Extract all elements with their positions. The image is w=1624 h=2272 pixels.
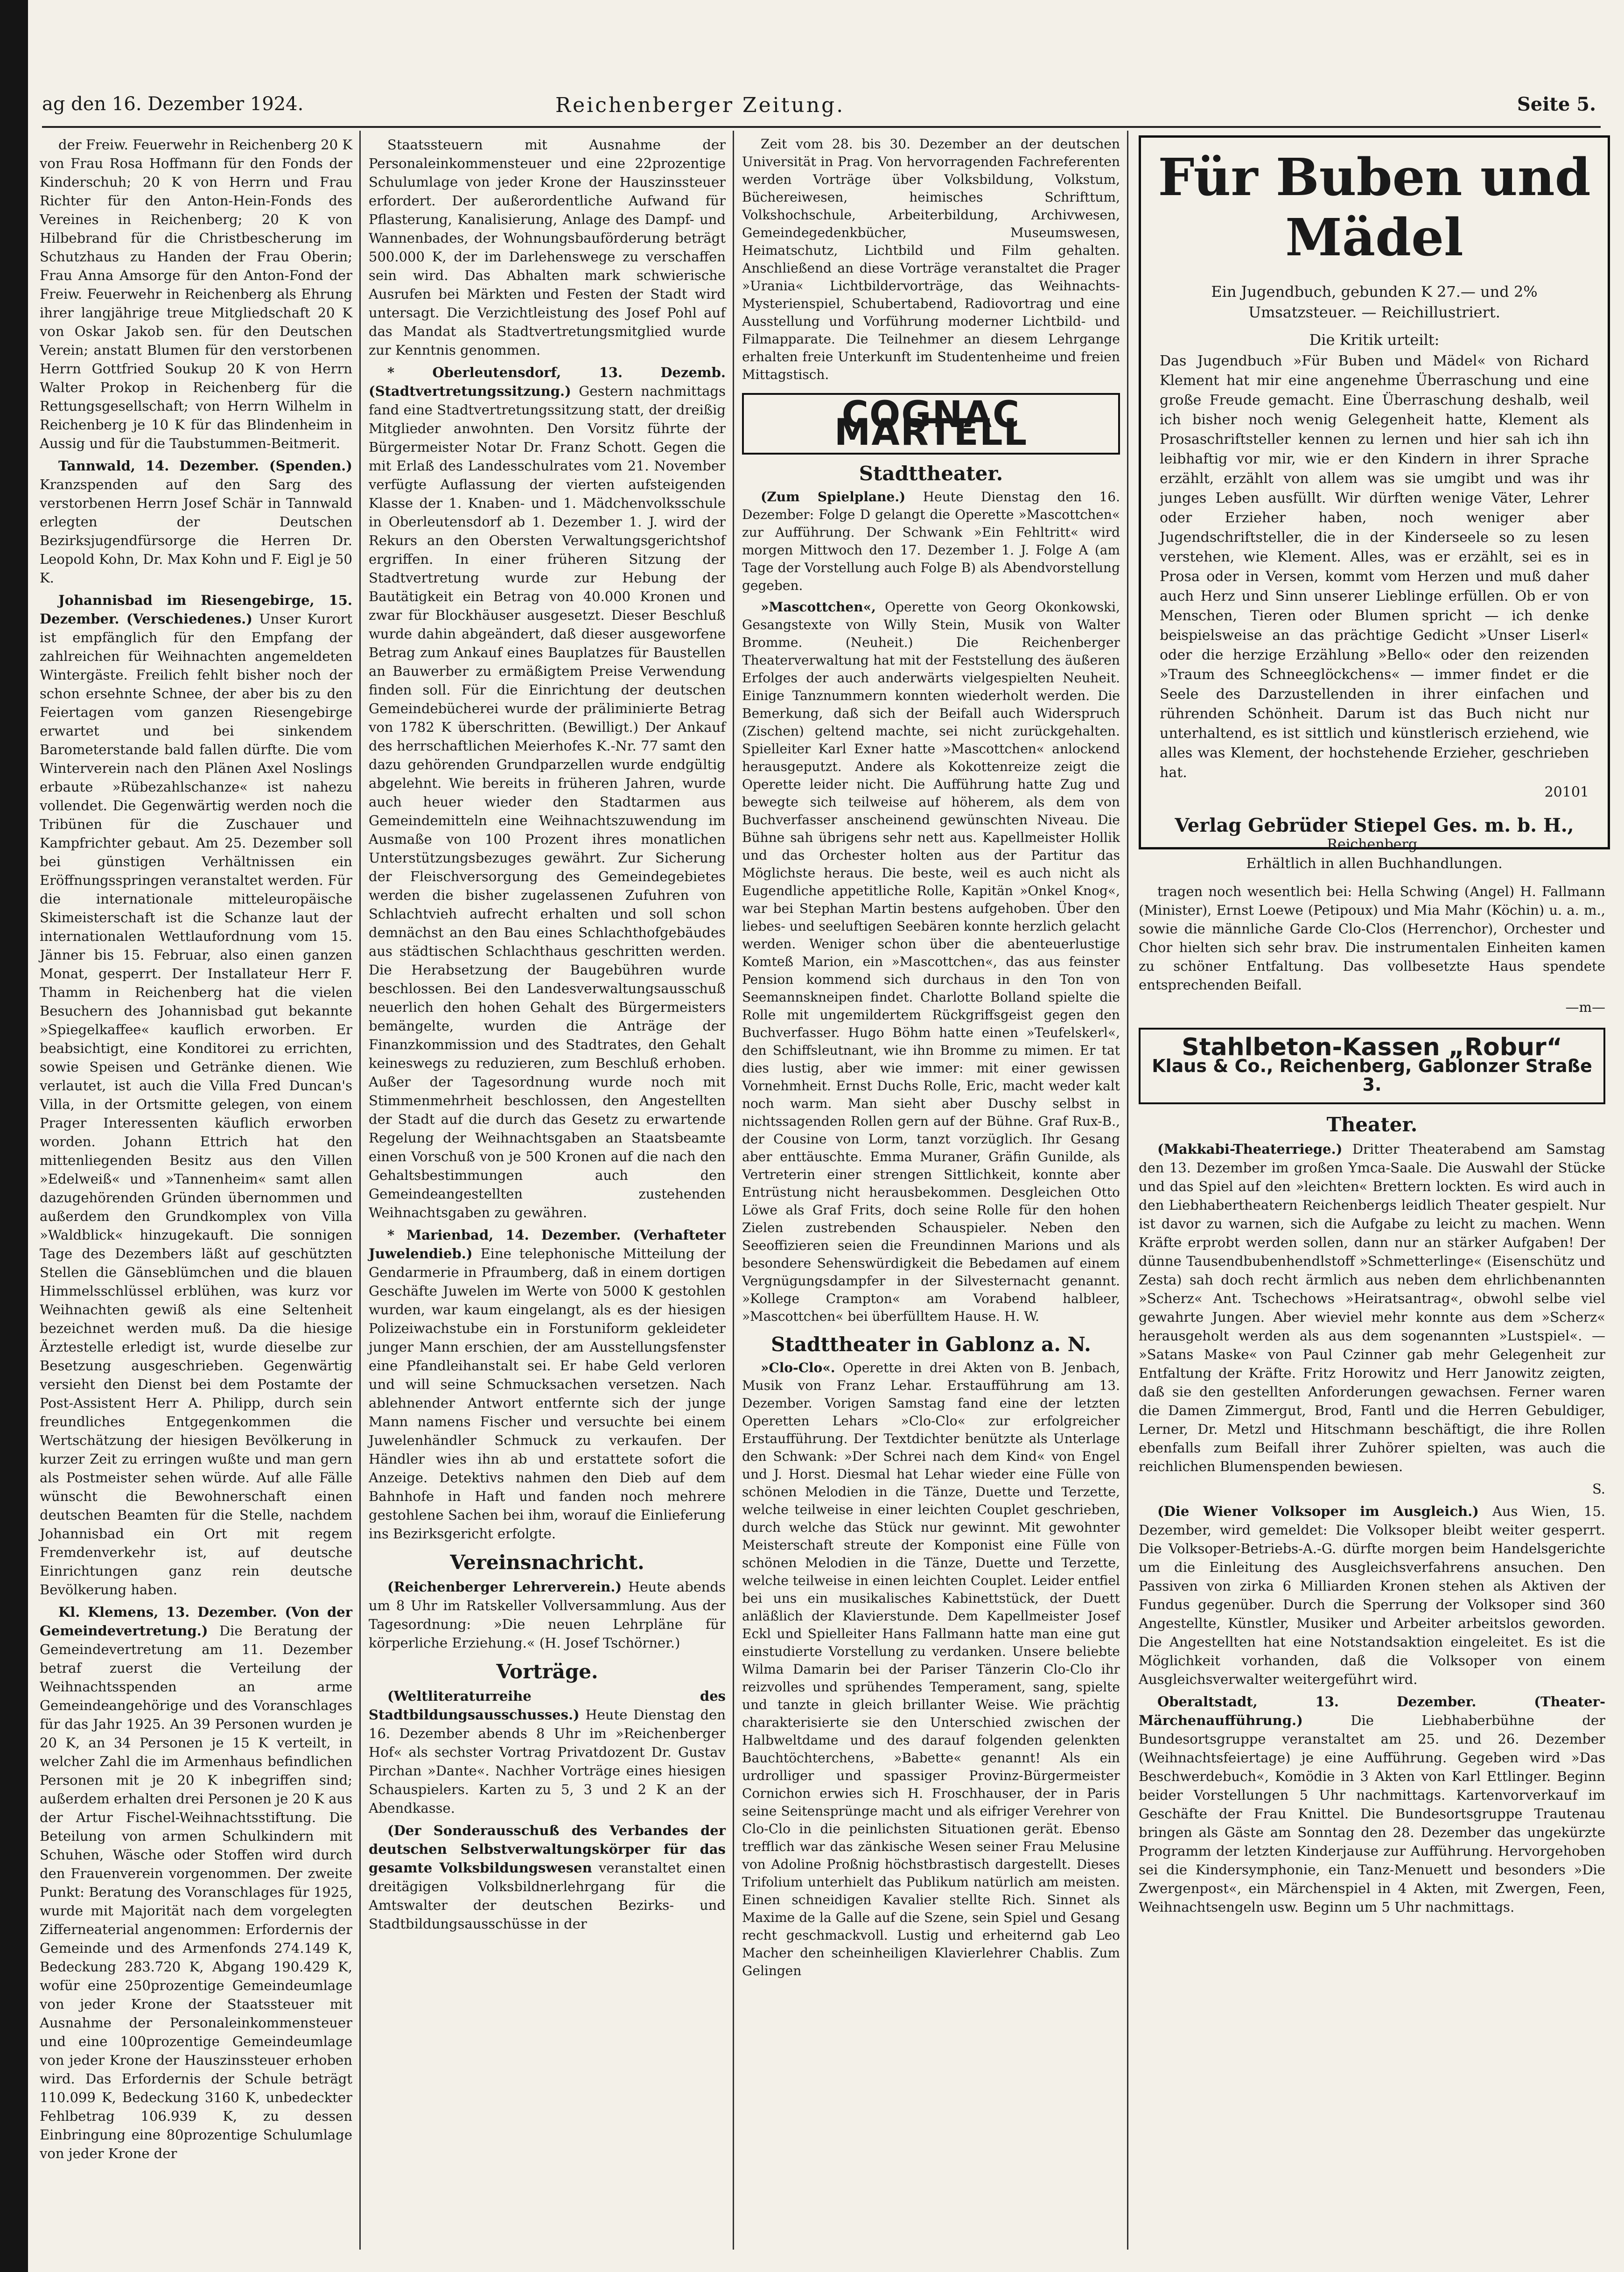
column-3 [742, 135, 1120, 1984]
article-heading: * Oberleutensdorf, 13. Dezemb. (Stadtvertretungssitzung.) [369, 365, 726, 399]
article-heading: Kl. Klemens, 13. Dezember. (Von der Gemeindevertretung.) [40, 1604, 352, 1639]
article-text: Aus Wien, 15. Dezember, wird gemeldet: Die Volksoper bleibt weiter gesperrt. Die Volksoper-Betriebs-A.-G. dürfte morgen beim Handelsgerichte um die Einleitung des Ausgleichsverfahrens ansuchen. Den Passiven von zirka 6 Milliarden Kronen stehen als Aktiven der Fundus gegenüber. Durch die Sperrung der Volksoper sind 360 Angestellte, Künstler, Musiker und Arbeiter arbeitslos geworden. Die Angestellten hat eine Notstandsaktion eingeleitet. Es ist die Möglichkeit vorhanden, daß die Volksoper von einem Ausgleichsverwalter weitergeführt wird. [1139, 1503, 1605, 1687]
column-separator [359, 131, 361, 2250]
article-text: Kranzspenden auf den Sarg des verstorbenen Herrn Josef Schär in Tannwald erlegten der Deutschen Bezirksjugendfürsorge die Herren Dr. Leopold Kohn, Dr. Max Kohn und F. Eigl je 50 K. [40, 477, 352, 586]
article-signature: S. [1592, 1481, 1605, 1497]
article-text: Heute Dienstag den 16. Dezember: Folge D gelangt die Operette »Mascottchen« zur Aufführung. Der Schwank »Ein Fehltritt« wird morgen Mittwoch den 17. Dezember 1. J. Folge A (am Tage der Vorstellung auch Folge B) als Abendvorstellung gegeben. [742, 489, 1120, 593]
column-separator [733, 131, 734, 2250]
article-heading: (Zum Spielplane.) [761, 489, 906, 505]
page-header [42, 93, 1615, 126]
article [742, 488, 1120, 595]
article-heading: Oberaltstadt, 13. Dezember. (Theater-Märchenaufführung.) [1139, 1694, 1605, 1728]
robur-ad-title: Stahlbeton-Kassen „Robur“ [1182, 1033, 1562, 1061]
section-heading-verein: Vereinsnachricht. [450, 1551, 644, 1574]
article-heading: (Die Wiener Volksoper im Ausgleich.) [1157, 1503, 1479, 1519]
article-text: Zeit vom 28. bis 30. Dezember an der deutschen Universität in Prag. Von hervorragenden Fachreferenten werden Vorträge über Volksbildung, Volkstum, Büchereiwesen, heimisches Schrifttum, Volkshochschule, Arbeiterbildung, Archivwesen, Gemeindegedenkbücher, Museumswesen, Heimatschutz, Lichtbild und Film gehalten. Anschließend an diese Vorträge veranstaltet die Prager »Urania« Lichtbildervorträge, das Weihnachts-Mysterienspiel, Schubertabend, Radiovortrag und eine Ausstellung und Vorführung moderner Lichtbild- und Filmapparate. Die Teilnehmer an diesem Lehrgange erhalten freie Unterkunft im Studentenheime und freien Mittagstisch. [742, 136, 1120, 382]
book-ad-availability: Erhältlich in allen Buchhandlungen. [1246, 856, 1503, 872]
article-heading: Johannisbad im Riesengebirge, 15. Dezember. (Verschiedenes.) [40, 592, 352, 627]
article [40, 1603, 352, 2163]
binding-gutter [0, 0, 28, 2272]
article-heading: »Mascottchen«, [761, 599, 876, 615]
article [1139, 1502, 1605, 1689]
article-heading: (Makkabi-Theaterriege.) [1157, 1141, 1343, 1157]
column-2 [369, 135, 726, 1937]
article [369, 1821, 726, 1933]
article [742, 1359, 1120, 1980]
section-heading-theater: Theater. [1326, 1113, 1418, 1136]
header-date: ag den 16. Dezember 1924. [42, 93, 304, 115]
article-heading: Tannwald, 14. Dezember. (Spenden.) [58, 458, 352, 474]
article-text: Eine telephonische Mitteilung der Gendarmerie in Pfraumberg, daß in einem dortigen Geschäfte Juwelen im Werte von 5000 K gestohlen wurden, war kaum eingelangt, als es der hiesigen Polizeiwachstube ein in Forstuniform gekleideter junger Mann erschien, der am Ausstellungsfenster eine Pfandleihanstalt sei. Er habe Geld verloren und will seine Schmucksachen versetzen. Nach ablehnender Antwort entfernte sich der junge Mann namens Fischer und versuchte bei einem Juwelenhändler Schmuck zu verkaufen. Der Händler wies ihn ab und erstattete sofort die Anzeige. Detektivs nahmen den Dieb auf dem Bahnhofe in Haft und fanden noch mehrere gestohlene Sachen bei ihm, worauf die Einlieferung ins Bezirksgericht erfolgte. [369, 1246, 726, 1542]
book-ad-review-heading: Die Kritik urteilt: [1309, 331, 1440, 349]
book-advertisement [1139, 135, 1610, 872]
book-ad-code: 20101 [1544, 784, 1589, 800]
section-heading-stadttheater: Stadttheater. [859, 462, 1003, 485]
column-separator [1127, 131, 1128, 2250]
header-page-number: Seite 5. [1517, 93, 1596, 115]
article-heading: »Clo-Clo«. [761, 1360, 835, 1375]
header-rule [42, 126, 1601, 128]
book-ad-review-text: Das Jugendbuch »Für Buben und Mädel« von Richard Klement hat mir eine angenehme Überraschung und eine große Freude gemacht. Eine Überraschung deshalb, weil ich bisher noch wenig Gelegenheit hatte, Klement als Prosaschriftsteller kennen zu lernen und hier sah ich ihn leibhaftig vor mir, wie er den Kindern in ihrer Sprache erzählt, erzählt von allem was sie umgibt und was ihr junges Leben ausfüllt. Wir dürften wenige Väter, Lehrer oder Erzieher haben, noch weniger aber Jugendschriftsteller, die in der Kinderseele so zu lesen verstehen, wie Klement. Alles, was er erzählt, sei es in Prosa oder in Versen, kommt vom Herzen und muß daher auch Herz und Sinn unserer Lieblinge erfüllen. Ob er von Menschen, Tieren oder Blumen spricht — ich denke beispielsweise an das prächtige Gedicht »Unser Liserl« oder die herzige Erzählung »Bello« oder den reizenden »Traum des Schneeglöckchens« — immer findet er die Seele des Darzustellenden in ihrer einfachen und rührenden Schönheit. Darum ist das Buch nicht nur unterhaltend, es ist sittlich und künstlerisch erziehend, wie alles was Klement, der hochstehende Erzieher, geschrieben hat. [1160, 353, 1589, 781]
article-text: Dritter Theaterabend am Samstag den 13. Dezember im großen Ymca-Saale. Die Auswahl der Stücke und das Spiel auf den »leichten« Brettern lockten. Es wird auch in den Liebhabertheatern Reichenbergs leidlich Theater gespielt. Nur ist davor zu warnen, sich die Aufgabe zu leicht zu machen. Wenn Kräfte erprobt werden sollen, dann nur an stärker Aufgaben! Der dünne Tausendbubenhendlstoff »Schmetterlinge« (Eisenschütz und Zesta) sah doch recht ärmlich aus neben dem ehrlichbenannten »Scherz« Ant. Tschechows »Heiratsantrag«, obwohl selbe viel gewahrte Jungen. Aber wieviel mehr konnte aus dem »Scherz« herausgeholt werden als aus dem sogenannten »Lustspiel«. — »Satans Maske« von Paul Czinner gab mehr Gelegenheit zur Entfaltung der Kräfte. Fritz Horowitz und Herr Janowitz zeigten, daß sie den gestellten Anforderungen gewachsen. Ferner waren die Damen Zimmergut, Brod, Fantl und die Herren Gebuldiger, Lerner, Dr. Metzl und Hitschmann beschäftigt, die ihre Rollen ebenfalls zum Beifall ihrer Zuhörer spielten, was auch die reichlichen Blumenspenden bewiesen. [1139, 1141, 1606, 1474]
article [40, 591, 352, 1599]
article [369, 1226, 726, 1543]
article [1139, 1140, 1605, 1476]
article-signature: —m— [1565, 999, 1605, 1015]
article [369, 1687, 726, 1817]
article [369, 1578, 726, 1652]
article-text: Unser Kurort ist empfänglich für den Empfang der zahlreichen für Weihnachten angemeldeten Wintergäste. Freilich fehlt bisher noch der schon ersehnte Schnee, der aber bis zu den Feiertagen vom ganzen Riesengebirge erwartet und bei sinkendem Barometerstande bald fallen dürfte. Die vom Winterverein nach den Plänen Axel Noslings erbaute »Rübezahlschanze« ist nahezu vollendet. Die Gegenwärtig werden noch die Tribünen für die Zuschauer und Kampfrichter gebaut. Am 25. Dezember soll bei günstigen Verhältnissen ein Eröffnungsspringen veranstaltet werden. Für die internationale mitteleuropäische Skimeisterschaft ist die Schanze laut der internationalen Wettlaufordnung vom 15. Jänner bis 15. Februar, also einen ganzen Monat, gesperrt. Der Installateur Herr F. Thamm in Reichenberg hat die vielen Besuchern des Johannisbad gut bekannte »Spiegelkaffee« kauflich erworben. Er beabsichtigt, eine Konditorei zu errichten, sowie Speisen und Getränke dienen. Wie verlautet, ist auch die Villa Fred Duncan's Villa, in der Ortsmitte gelegen, von einem Prager Interessenten käuflich erworben worden. Johann Ettrich hat den mittenliegenden Besitz aus den Villen »Edelweiß« und »Tannenheim« samt allen dazugehörenden Gründen übernommen und außerdem den Grundkomplex von Villa »Waldblick« hinzugekauft. Die sonnigen Tage des Dezembers läßt auf geschützten Stellen die Gänseblümchen und die blauen Himmelsschlüssel erblühen, was kurz vor Weihnachten gewiß als eine Seltenheit bezeichnet werden muß. Da die hiesige Ärztestelle erledigt ist, wurde dieselbe zur Besetzung ausgeschrieben. Gegenwärtig versieht den Dienst bei dem Postamte der Post-Assistent Herr A. Philipp, durch sein freundliches Entgegenkommen die Wertschätzung der hiesigen Bevölkerung in kurzer Zeit zu erringen wußte und man gern als Postmeister sehen würde. Auf alle Fälle wünscht die Bewohnerschaft einen deutschen Beamten für die Stelle, nachdem Johannisbad ein Ort mit regem Fremdenverkehr ist, auf deutsche Einrichtungen ganz rein deutsche Bevölkerung haben. [40, 611, 352, 1598]
article [40, 456, 352, 587]
article [742, 598, 1120, 1325]
article-heading: (Der Sonderausschuß des Verbandes der deutschen Selbstverwaltungskörper für das gesamte Volksbildungswesen [369, 1823, 726, 1876]
cognac-martell-ad: COGNAC MARTELL [742, 393, 1120, 455]
robur-safe-ad [1139, 1028, 1605, 1104]
article-text: Staatssteuern mit Ausnahme der Personaleinkommensteuer und eine 22prozentige Schulumlage von jeder Krone der Hauszinssteuer erfordert. Der außerordentliche Aufwand für Pflasterung, Kanalisierung, Anlage des Dampf- und Wannenbades, der Wohnungsbauförderung beträgt 500.000 K, der im Darlehenswege zu verschaffen sein wird. Das Abhalten mark schwierische Ausrufen bei Märkten und Festen der Stadt wird untersagt. Die Verzichtleistung des Josef Pohl auf das Mandat als Stadtvertretungsmitglied wurde zur Kenntnis genommen. [369, 137, 726, 358]
article-heading: (Weltliteraturreihe des Stadtbildungsausschusses.) [369, 1688, 726, 1723]
article-text: veranstaltet einen dreitägigen Volksbildnerlehrgang für die Amtswalter der deutschen Bezirks- und Stadtbildungsausschüsse in der [369, 1860, 726, 1932]
article-heading: (Reichenberger Lehrerverein.) [387, 1579, 622, 1595]
article-text: Gestern nachmittags fand eine Stadtvertretungssitzung statt, der dreißig Mitglieder anwohnten. Den Vorsitz führte der Bürgermeister Notar Dr. Franz Schott. Gegen die mit Erlaß des Landesschulrates vom 21. November verfügte Auflassung der vierten aufsteigenden Klasse der 1. Knaben- und 1. Mädchenvolksschule in Oberleutensdorf ab 1. Dezember 1. J. wird der Rekurs an den Obersten Verwaltungsgerichtshof ergriffen. In einer früheren Sitzung der Stadtvertretung wurde zur Hebung der Bautätigkeit ein Betrag von 40.000 Kronen und zwar für Blockhäuser ausgesetzt. Dieser Beschluß wurde dahin abgeändert, daß dieser ausgeworfene Betrag zum Ankauf eines Bauplatzes für Baustellen an Bauwerber zu ermäßigtem Preise Verwendung finden soll. Für die Einrichtung der deutschen Gemeindebücherei wurde der präliminierte Betrag von 1782 K überschritten. (Bewilligt.) Der Ankauf des herrschaftlichen Meierhofes K.-Nr. 77 samt den dazu gehörenden Grundparzellen wurde endgültig abgelehnt. Wie bereits in früheren Jahren, wurde auch heuer wieder den Stadtarmen aus Gemeindemitteln eine Weihnachtszuwendung im Ausmaße von 100 Prozent ihres monatlichen Unterstützungsbezuges gewährt. Zur Sicherung der Fleischversorgung des Gemeindegebietes werden die bisher zugelassenen Zufuhren von Schlachtvieh aufrecht erhalten und soll schon demnächst an den Bau eines Schlachthofgebäudes aus städtischen Schlachthaus geschritten werden. Die Herabsetzung der Baugebühren wurde beschlossen. Bei den Landesverwaltungsausschuß neuerlich den hohen Gehalt des Bürgermeisters bemängelte, wurden die Anträge der Finanzkommission und des Stadtrates, den Gehalt keineswegs zu reduzieren, zum Beschluß erhoben. Außer der Tagesordnung wurde noch mit Stimmenmehrheit beschlossen, den Angestellten der Stadt auf die durch das Gesetz zu erwartende Regelung der Weihnachtsgaben an Staatsbeamte einen Vorschuß von je 500 Kronen auf die nach den Gehaltsbestimmungen auch den Gemeindeangestellten zustehenden Weihnachtsgaben zu gewähren. [369, 383, 726, 1220]
column-1 [40, 135, 352, 2167]
article-text: Operette von Georg Okonkowski, Gesangstexte von Willy Stein, Musik von Walter Bromme. (Neuheit.) Die Reichenberger Theaterverwaltung hat mit der Feststellung des äußeren Erfolges der auch anderwärts vielgespielten Neuheit. Einige Tanznummern konnten wiederholt werden. Die Bemerkung, daß sich der Beifall auch Widerspruch (Zischen) geltend machte, sei nicht zurückgehalten. Spielleiter Karl Exner hatte »Mascottchen« anlockend herausgeputzt. Andere als Kokottenreize zeigt die Operette leider nicht. Die Aufführung hatte Zug und bewegte sich teilweise auf höherem, als dem von Buchverfasser anscheinend gewünschten Niveau. Die Bühne sah übrigens sehr nett aus. Kapellmeister Hollik und das Orchester holten aus der Partitur das Möglichste heraus. Die beste, weil es auch nicht als Eugendliche appetitliche Rolle, Kapitän »Onkel Knog«, war bei Stephan Martin bestens aufgehoben. Über den liebes- und seeluftigen Seebären konnte herzlich gelacht werden. Weniger schon über die abenteuerlustige Komteß Marion, ein »Mascottchen«, das aus feinster Pension kommend sich durchaus in den Ton von Seemannskneipen findet. Charlotte Bolland spielte die Rolle mit ungemildertem Rückgriffsgeist gegen den Buchverfasser. Hugo Böhm hatte einen »Teufelskerl«, den Schiffsleutnant, wie ihn Bromme zu mimen. Er tat dies lustig, aber wie immer: mit einer gewissen Vornehmheit. Ernst Duchs Rolle, Eric, macht weder kalt noch warm. Man sieht aber Duschy selbst in nichtssagenden Rollen gern auf der Bühne. Graf Rux-B., der Cousine von Lorm, tanzt vorzüglich. Ihr Gesang aber enttäuschte. Emma Muraner, Gräfin Gunilde, als Vertreterin einer strengen Sittlichkeit, konnte aber Entrüstung nicht herausbekommen. Desgleichen Otto Löwe als Graf Frits, doch seine Rolle für den hohen Zielen zustrebenden Schauspieler. Neben den Seeoffizieren seien die Freundinnen Marions und als besondere Sehenswürdigkeit die Bebedamen auf einem Vergnügungsdampfer in der Silvesternacht genannt. »Kollege Crampton« am Vorabend halbleer, »Mascottchen« bei überfülltem Hause. H. W. [742, 599, 1120, 1324]
book-ad-publisher: Verlag Gebrüder Stiepel Ges. m. b. H., [1175, 814, 1574, 836]
article [1139, 1692, 1605, 1916]
article-heading: * Marienbad, 14. Dezember. (Verhafteter Juwelendieb.) [369, 1227, 726, 1262]
section-heading-gablonz: Stadttheater in Gablonz a. N. [771, 1333, 1091, 1356]
article-text: Die Liebhaberbühne der Bundesortsgruppe veranstaltet am 25. und 26. Dezember (Weihnachtsfeiertage) je eine Aufführung. Gegeben wird »Das Beschwerdebuch«, Komödie in 3 Akten von Karl Ettlinger. Beginn beider Vorstellungen 5 Uhr nachmittags. Kartenvorverkauf im Geschäfte der Frau Knittel. Die Bundesortsgruppe Trautenau bringen als Gäste am Sonntag den 28. Dezember das ungekürzte Programm der letzten Kinderjause zur Aufführung. Hervorgehoben sei die Kindersymphonie, ein Tanz-Menuett und besonders »Die Zwergenpost«, ein Märchenspiel in 4 Akten, mit Zwergen, Feen, Weihnachtsengeln usw. Beginn um 5 Uhr nachmittags. [1139, 1712, 1605, 1915]
section-heading-vortraege: Vorträge. [496, 1660, 598, 1683]
book-ad-subtitle: Ein Jugendbuch, gebunden K 27.— und 2% Umsatzsteuer. — Reichillustriert. [1211, 283, 1538, 321]
book-ad-title: Für Buben und Mädel [1158, 147, 1591, 267]
robur-ad-address: Klaus & Co., Reichenberg, Gablonzer Straße 3. [1152, 1056, 1592, 1095]
article [369, 363, 726, 1222]
article-text: der Freiw. Feuerwehr in Reichenberg 20 K von Frau Rosa Hoffmann für den Fonds der Kinderschuh; 20 K von Herrn und Frau Richter für den Anton-Hein-Fonds des Vereines in Reichenberg; 20 K von Hilbebrand für die Christbescherung im Schutzhaus zu Handen der Frau Oberin; Frau Anna Amsorge für den Anton-Fond der Freiw. Feuerwehr in Reichenberg als Ehrung ihrer langjährige treue Mitgliedschaft 20 K von Oskar Jakob sen. für den Deutschen Verein; anstatt Blumen für den verstorbenen Herrn Gottfried Soukup 20 K von Herrn Walter Prokop in Reichenberg für die Rettungsgesellschaft; von Herrn Wilhelm in Reichenberg je 10 K für das Blindenheim in Aussig und für die Taubstummen-Beitmerit. [40, 137, 352, 451]
article-text: Heute abends um 8 Uhr im Ratskeller Vollversammlung. Aus der Tagesordnung: »Die neuen Lehrpläne für körperliche Erziehung.« (H. Josef Tschörner.) [369, 1579, 726, 1651]
article-text: Operette in drei Akten von B. Jenbach, Musik von Franz Lehar. Erstaufführung am 13. Dezember. Vorigen Samstag fand eine der letzten Operetten Lehars »Clo-Clo« zur erfolgreicher Erstaufführung. Der Textdichter benützte als Unterlage den Schwank: »Der Schrei nach dem Kind« von Engel und J. Horst. Diesmal hat Lehar wieder eine Fülle von schönen Melodien in die Tänze, Duette und Terzette, welche teilweise in einer leichten Couplet geschrieben, durch welche das Stück nur gewinnt. Mit gewohnter Meisterschaft streute der Komponist eine Fülle von schönen Melodien in die Tänze, Duette und Terzette, welche teilweise in einen leichten Couplet. Leider entfiel bei uns ein musikalisches Kabinettstück, der Duett anläßlich der Klavierstunde. Dem Kapellmeister Josef Eckl und Spielleiter Hans Fallmann hatte man eine gut einstudierte Vorstellung zu verdanken. Unsere beliebte Wilma Damarin bei der Pariser Tänzerin Clo-Clo ihr reizvolles und sprühendes Temperament, sang, spielte und tanzte in gleich brillanter Weise. Wie prächtig charakterisierte sie den Unterschied zwischen der Halbweltdame und des darauf folgenden gelenkten Bauchtöchterchens, »Babette« genannt! Als ein urdrolliger und spassiger Provinz-Bürgermeister Cornichon erwies sich H. Froschhauser, der in Paris seine Seitensprünge macht und als eifriger Verehrer von Clo-Clo in die peinlichsten Situationen gerät. Ebenso trefflich war das zänkische Wesen seiner Frau Melusine von Adoline Proßnig höchstbrastisch dargestellt. Dieses Trifolium unterhielt das Publikum natürlich am meisten. Einen schneidigen Kavalier stellte Rich. Sinnet als Maxime de la Galle auf die Szene, sein Spiel und Gesang recht geschmackvoll. Lustig und erheiternd gab Leo Macher den scheinheiligen Klavierlehrer Chablis. Zum Gelingen [742, 1360, 1120, 1978]
header-title: Reichenberger Zeitung. [555, 93, 845, 117]
article-text: Heute Dienstag den 16. Dezember abends 8 Uhr im »Reichenberger Hof« als sechster Vortrag Privatdozent Dr. Gustav Pirchan »Dante«. Nachher Vorträge eines hiesigen Schauspielers. Karten zu 5, 3 und 2 K an der Abendkasse. [369, 1707, 726, 1816]
book-ad-city: Reichenberg. [1327, 836, 1422, 853]
column-4 [1139, 882, 1605, 1920]
article-text: tragen noch wesentlich bei: Hella Schwing (Angel) H. Fallmann (Minister), Ernst Loewe (Petipoux) und Mia Mahr (Köchin) u. a. m., sowie die männliche Garde Clo-Clos (Herrenchor), Orchester und Chor hielten sich sehr brav. Die instrumentalen Einheiten kamen zu schöner Entfaltung. Das vollbesetzte Haus spendete entsprechenden Beifall. [1139, 884, 1605, 993]
article-text: Die Beratung der Gemeindevertretung am 11. Dezember betraf zuerst die Verteilung der Weihnachtsspenden an arme Gemeindeangehörige und des Voranschlages für das Jahr 1925. An 39 Personen wurden je 20 K, an 34 Personen je 15 K verteilt, in welcher Zahl die im Armenhaus befindlichen Personen mit je 20 K inbegriffen sind; außerdem erhalten drei Personen je 20 K aus der Artur Fischel-Weihnachtsstiftung. Die Beteilung von armen Schulkindern mit Schuhen, Wäsche oder Stoffen wird durch den Frauenverein vorgenommen. Der zweite Punkt: Beratung des Voranschlages für 1925, wurde mit Majorität nach dem vorgelegten Zifferneaterial angenommen: Erfordernis der Gemeinde und des Armenfonds 274.149 K, Bedeckung 283.720 K, Abgang 190.429 K, wofür eine 250prozentige Gemeindeumlage von jeder Krone der Staatssteuer mit Ausnahme der Personaleinkommensteuer und eine 100prozentige Gemeindeumlage von jeder Krone der Hauszinssteuer erhoben wird. Das Erfordernis der Schule beträgt 110.099 K, Bedeckung 3160 K, unbedeckter Fehlbetrag 106.939 K, zu dessen Einbringung eine 80prozentige Schulumlage von jeder Krone der [40, 1623, 352, 2161]
